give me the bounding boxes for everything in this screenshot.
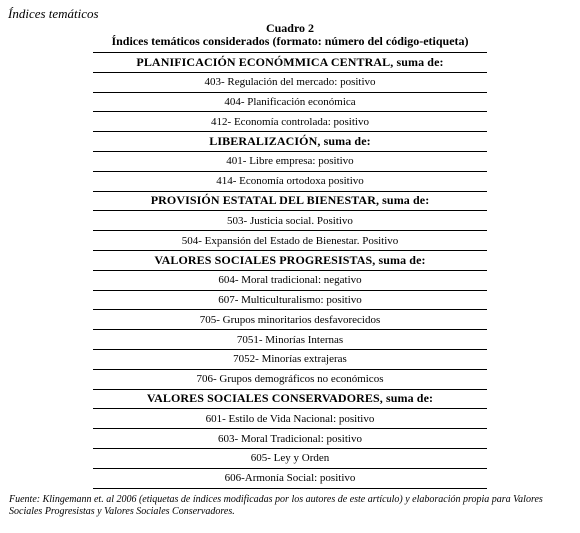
table-group-header: PROVISIÓN ESTATAL DEL BIENESTAR, suma de: (93, 192, 487, 212)
table-row: 705- Grupos minoritarios desfavorecidos (93, 310, 487, 330)
table-row: 606-Armonía Social: positivo (93, 469, 487, 489)
thematic-index-table (93, 52, 487, 489)
table-row: 414- Economía ortodoxa positivo (93, 172, 487, 192)
table-row: 603- Moral Tradicional: positivo (93, 429, 487, 449)
table-row: 605- Ley y Orden (93, 449, 487, 469)
table-number: Cuadro 2 (265, 21, 315, 35)
table-row: 604- Moral tradicional: negativo (93, 271, 487, 291)
table-row: 401- Libre empresa: positivo (93, 152, 487, 172)
table-row: 504- Expansión del Estado de Bienestar. Positivo (93, 231, 487, 251)
table-row: 404- Planificación económica (93, 93, 487, 113)
table-caption (93, 22, 487, 48)
source-note: Fuente: Klingemann et. al 2006 (etiquetas de índices modificadas por los autores de este artículo) y elaboración propia para Valores Sociales Progresistas y Valores Sociales Conservadores. (9, 494, 543, 517)
table-group-header: VALORES SOCIALES PROGRESISTAS, suma de: (93, 251, 487, 271)
table-row: 601- Estilo de Vida Nacional: positivo (93, 409, 487, 429)
table-row: 706- Grupos demográficos no económicos (93, 370, 487, 390)
table-group-header: VALORES SOCIALES CONSERVADORES, suma de: (93, 390, 487, 410)
table-title: Índices temáticos considerados (formato: número del código-etiqueta) (111, 34, 469, 48)
table-row: 403- Regulación del mercado: positivo (93, 73, 487, 93)
table-row: 7052- Minorías extrajeras (93, 350, 487, 370)
table-row: 503- Justicia social. Positivo (93, 211, 487, 231)
table-row: 607- Multiculturalismo: positivo (93, 291, 487, 311)
table-group-header: LIBERALIZACIÓN, suma de: (93, 132, 487, 152)
section-heading: Índices temáticos (8, 6, 99, 21)
table-row: 412- Economía controlada: positivo (93, 112, 487, 132)
table-row: 7051- Minorías Internas (93, 330, 487, 350)
table-group-header: PLANIFICACIÓN ECONÓMMICA CENTRAL, suma de: (93, 53, 487, 73)
